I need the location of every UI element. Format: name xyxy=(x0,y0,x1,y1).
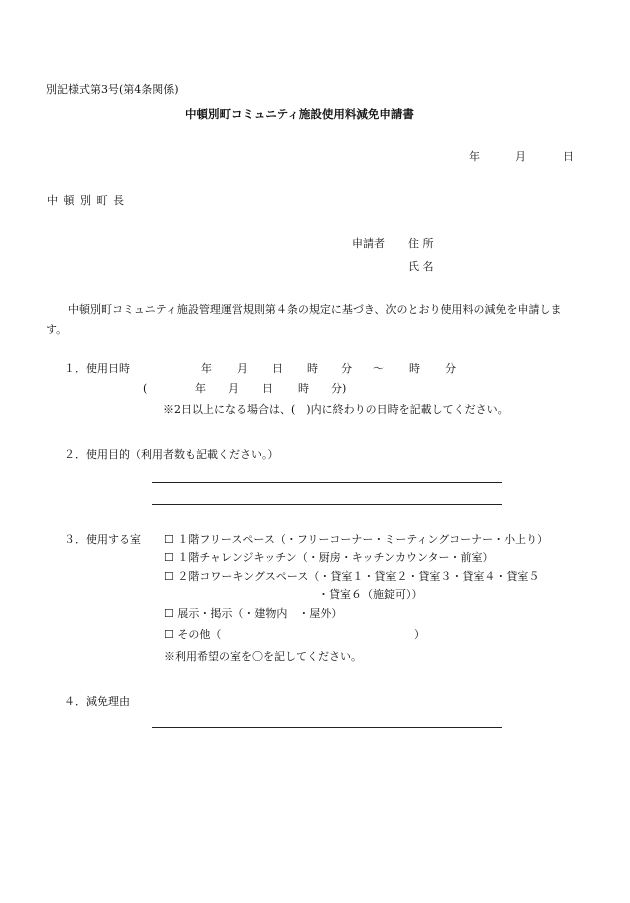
s1-tilde: 〜 xyxy=(373,362,384,375)
s1-p-day[interactable]: 日 xyxy=(262,382,273,395)
purpose-line-2[interactable] xyxy=(152,504,502,505)
intro-paragraph: 中頓別町コミュニティ施設管理運営規則第４条の規定に基づき、次のとおり使用料の減免を申請します。 xyxy=(46,303,562,336)
s1-paren-open: ( xyxy=(143,382,148,395)
section1-label: １．使用日時 xyxy=(64,362,130,375)
s1-p-minute[interactable]: 分) xyxy=(331,382,347,395)
room-option-1[interactable] xyxy=(164,533,548,547)
reason-line[interactable] xyxy=(152,727,502,728)
s1-hour2[interactable]: 時 xyxy=(409,362,420,375)
s1-minute2[interactable]: 分 xyxy=(445,362,456,375)
s1-month[interactable]: 月 xyxy=(237,362,248,375)
checkbox-icon[interactable]: ☐ xyxy=(164,607,174,620)
room-option-2[interactable] xyxy=(164,551,494,565)
checkbox-icon[interactable]: ☐ xyxy=(164,628,174,641)
applicant-label: 申請者 xyxy=(352,237,385,250)
room-option-4-text: 展示・掲示（・建物内 ・屋外） xyxy=(177,607,343,620)
s1-note: ※2日以上になる場合は、( )内に終わりの日時を記載してください。 xyxy=(163,403,509,416)
room-option-3[interactable] xyxy=(164,570,539,584)
room-option-3-continued: ・貸室６（施錠可）） xyxy=(318,588,423,601)
s1-day[interactable]: 日 xyxy=(272,362,283,375)
s3-note: ※利用希望の室を〇を記してください。 xyxy=(164,650,362,663)
applicant-address-label[interactable]: 住 所 xyxy=(408,237,434,250)
checkbox-icon[interactable]: ☐ xyxy=(164,533,174,546)
s1-p-year[interactable]: 年 xyxy=(195,382,206,395)
s1-hour[interactable]: 時 xyxy=(307,362,318,375)
s1-year[interactable]: 年 xyxy=(201,362,212,375)
section3-label: ３．使用する室 xyxy=(64,533,141,546)
s1-p-hour[interactable]: 時 xyxy=(298,382,309,395)
date-month[interactable]: 月 xyxy=(515,150,526,163)
room-option-3-text: ２階コワーキングスペース（・貸室１・貸室２・貸室３・貸室４・貸室５ xyxy=(177,570,540,583)
purpose-line-1[interactable] xyxy=(152,482,502,483)
date-year[interactable]: 年 xyxy=(469,150,480,163)
date-day[interactable]: 日 xyxy=(563,150,574,163)
applicant-name-label[interactable]: 氏 名 xyxy=(408,260,434,273)
other-paren-close: ） xyxy=(414,628,425,641)
form-number: 別記様式第3号(第4条関係) xyxy=(46,83,179,96)
s1-p-month[interactable]: 月 xyxy=(228,382,239,395)
room-option-5-text: その他（ xyxy=(177,628,222,641)
room-option-4[interactable] xyxy=(164,607,342,621)
addressee: 中 頓 別 町 長 xyxy=(47,194,125,207)
checkbox-icon[interactable]: ☐ xyxy=(164,551,174,564)
section4-label: ４．減免理由 xyxy=(64,695,130,708)
room-option-1-text: １階フリースペース（・フリーコーナー・ミーティングコーナー・小上り） xyxy=(177,533,549,546)
s1-minute[interactable]: 分 xyxy=(341,362,352,375)
checkbox-icon[interactable]: ☐ xyxy=(164,570,174,583)
room-option-5[interactable] xyxy=(164,628,221,642)
page-title: 中頓別町コミュニティ施設使用料減免申請書 xyxy=(185,107,414,121)
room-option-2-text: １階チャレンジキッチン（・厨房・キッチンカウンター・前室） xyxy=(177,551,494,564)
section2-label: ２．使用目的（利用者数も記載ください。） xyxy=(64,448,279,461)
